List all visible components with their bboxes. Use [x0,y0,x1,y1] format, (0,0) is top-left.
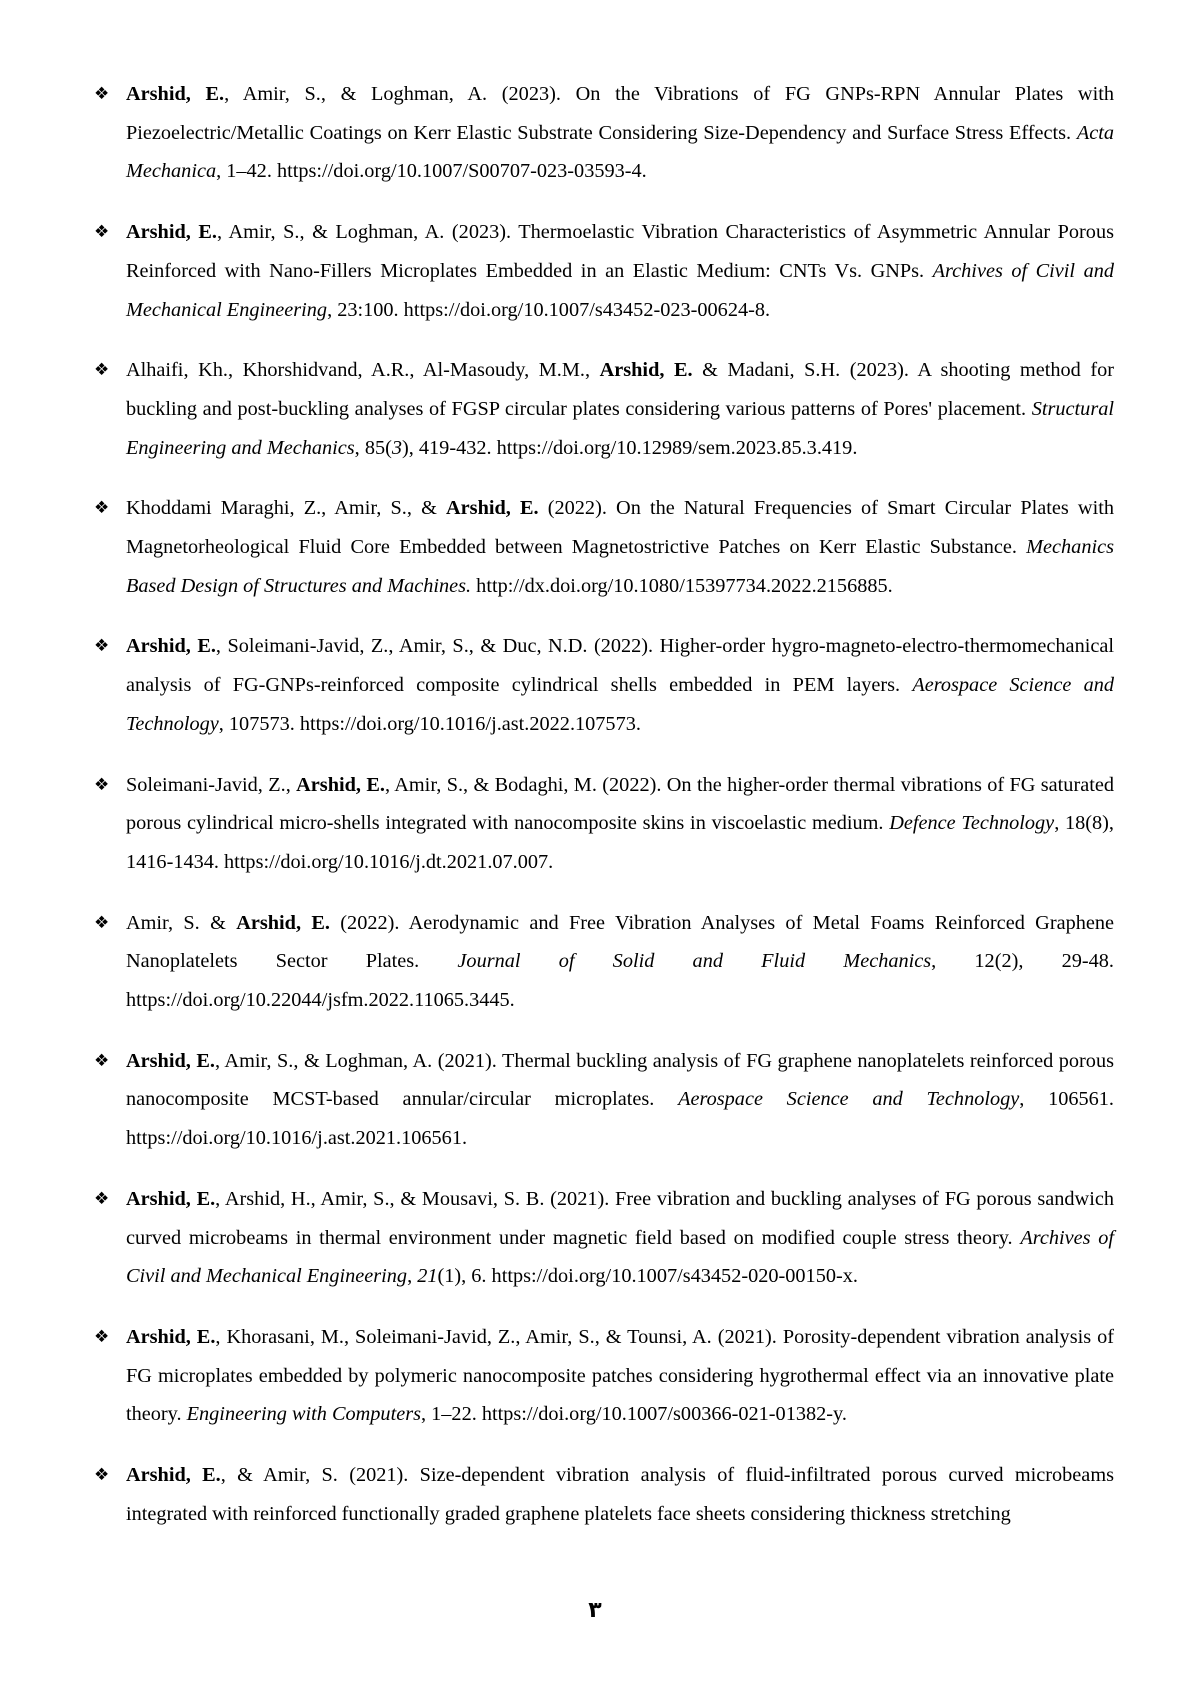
reference-details: http://dx.doi.org/10.1080/15397734.2022.2156885. [471,574,893,597]
diamond-bullet-icon: ❖ [94,1465,110,1486]
reference-details: , 85( [354,436,392,459]
journal-name: Structural Engineering and Mechanics [126,397,1114,459]
journal-name: Aerospace Science and Technology [126,674,1114,735]
reference-authors: Soleimani-Javid, Z., [126,773,297,796]
reference-authors-title: (2022). Aerodynamic and Free Vibration Analyses of Metal Foams Reinforced Graphene Nanoplatelets Sector Plates. [126,911,1114,973]
reference-authors-title: , Amir, S., & Loghman, A. (2023). On the Vibrations of FG GNPs-RPN Annular Plates with Piezoelectric/Metallic Coatings on Kerr Elastic Substrate Considering Size-Dependency and Surface Stress Effects. [126,83,1114,144]
reference-authors-title: , Khorasani, M., Soleimani-Javid, Z., Amir, S., & Tounsi, A. (2021). Porosity-dependent vibration analysis of FG microplates embedded by polymeric nanocomposite patches considering hygrothermal effect via an innovative plate theory. [126,1325,1114,1426]
reference-item [94,75,1114,191]
issue-number: 3 [391,436,402,459]
journal-name: Journal of Solid and Fluid Mechanics [457,950,932,973]
diamond-bullet-icon: ❖ [94,84,110,104]
reference-list [94,75,1114,1556]
reference-item [94,1042,1114,1158]
reference-details: , 106561. https://doi.org/10.1016/j.ast.2021.106561. [126,1088,1114,1150]
reference-authors-title: , & Amir, S. (2021). Size-dependent vibration analysis of fluid-infiltrated porous curved microbeams integrated with reinforced functionally graded graphene platelets face sheets considering thickness stretching [126,1464,1114,1525]
reference-details: , 107573. https://doi.org/10.1016/j.ast.2022.107573. [218,712,641,735]
reference-authors-title: (2022). On the Natural Frequencies of Smart Circular Plates with Magnetorheological Fluid Core Embedded between Magnetostrictive Patches on Kerr Elastic Substance. [126,497,1114,559]
diamond-bullet-icon: ❖ [94,774,110,795]
journal-name: Aerospace Science and Technology [678,1088,1020,1111]
author-highlight: Arshid, E. [599,359,693,382]
reference-item [94,627,1114,743]
reference-item [94,904,1114,1020]
author-highlight: Arshid, E. [126,1325,216,1348]
reference-item [94,213,1114,329]
diamond-bullet-icon: ❖ [94,498,110,519]
author-highlight: Arshid, E. [446,497,539,520]
reference-item [94,766,1114,882]
reference-details: , [407,1265,418,1288]
reference-authors-title: & Madani, S.H. (2023). A shooting method for buckling and post-buckling analyses of FGSP circular plates considering various patterns of Pores' placement. [126,359,1114,420]
author-highlight: Arshid, E. [126,221,217,244]
diamond-bullet-icon: ❖ [94,1050,110,1071]
author-highlight: Arshid, E. [126,83,225,105]
reference-item [94,351,1114,467]
author-highlight: Arshid, E. [126,1049,215,1072]
diamond-bullet-icon: ❖ [94,1188,110,1209]
author-highlight: Arshid, E. [126,1187,216,1210]
reference-authors-title: , Soleimani-Javid, Z., Amir, S., & Duc, N.D. (2022). Higher-order hygro-magneto-electro-thermomechanical analysis of FG-GNPs-reinforced composite cylindrical shells embedded in PEM layers. [126,635,1114,697]
reference-details: , 1–42. https://doi.org/10.1007/S00707-023-03593-4. [216,160,647,183]
journal-name: Engineering with Computers [186,1403,421,1426]
journal-name: Defence Technology [889,812,1055,835]
author-highlight: Arshid, E. [296,773,385,796]
journal-name: Mechanics Based Design of Structures and Machines. [126,536,1114,597]
diamond-bullet-icon: ❖ [94,222,110,243]
page-number: ۳ [588,1598,602,1623]
author-highlight: Arshid, E. [126,1464,221,1487]
volume-number: 21 [417,1265,438,1288]
reference-authors: Alhaifi, Kh., Khorshidvand, A.R., Al-Masoudy, M.M., [126,359,600,382]
reference-authors-title: , Amir, S., & Bodaghi, M. (2022). On the higher-order thermal vibrations of FG saturated porous cylindrical micro-shells integrated with nanocomposite skins in viscoelastic medium. [126,773,1114,835]
reference-details: , 12(2), 29-48. https://doi.org/10.22044/jsfm.2022.11065.3445. [126,950,1114,1012]
reference-item [94,1318,1114,1434]
author-highlight: Arshid, E. [236,911,330,934]
reference-authors: Khoddami Maraghi, Z., Amir, S., & [126,497,447,520]
reference-details: , 1–22. https://doi.org/10.1007/s00366-021-01382-y. [421,1403,847,1426]
reference-item [94,1456,1114,1533]
diamond-bullet-icon: ❖ [94,636,110,657]
diamond-bullet-icon: ❖ [94,1326,110,1347]
reference-authors-title: , Arshid, H., Amir, S., & Mousavi, S. B. (2021). Free vibration and buckling analyses of FG porous sandwich curved microbeams in thermal environment under magnetic field based on modified couple stress theory. [126,1187,1114,1249]
diamond-bullet-icon: ❖ [94,912,110,933]
reference-authors: Amir, S. & [126,911,237,934]
reference-item [94,1180,1114,1296]
reference-details: , 23:100. https://doi.org/10.1007/s43452-023-00624-8. [327,298,771,321]
reference-details: (1), 6. https://doi.org/10.1007/s43452-020-00150-x. [437,1265,858,1288]
reference-authors-title: , Amir, S., & Loghman, A. (2021). Thermal buckling analysis of FG graphene nanoplatelets reinforced porous nanocomposite MCST-based annular/circular microplates. [126,1049,1114,1111]
reference-item [94,489,1114,605]
reference-authors-title: , Amir, S., & Loghman, A. (2023). Thermoelastic Vibration Characteristics of Asymmetric Annular Porous Reinforced with Nano-Fillers Microplates Embedded in an Elastic Medium: CNTs Vs. GNPs. [126,221,1114,282]
journal-name: Archives of Civil and Mechanical Engineering [126,259,1114,321]
diamond-bullet-icon: ❖ [94,360,110,381]
journal-name: Archives of Civil and Mechanical Engineering [126,1226,1114,1288]
reference-details: , 18(8), 1416-1434. https://doi.org/10.1016/j.dt.2021.07.007. [126,812,1115,873]
author-highlight: Arshid, E. [126,635,216,658]
journal-name: Acta Mechanica [126,121,1114,183]
reference-details: ), 419-432. https://doi.org/10.12989/sem.2023.85.3.419. [402,436,858,459]
